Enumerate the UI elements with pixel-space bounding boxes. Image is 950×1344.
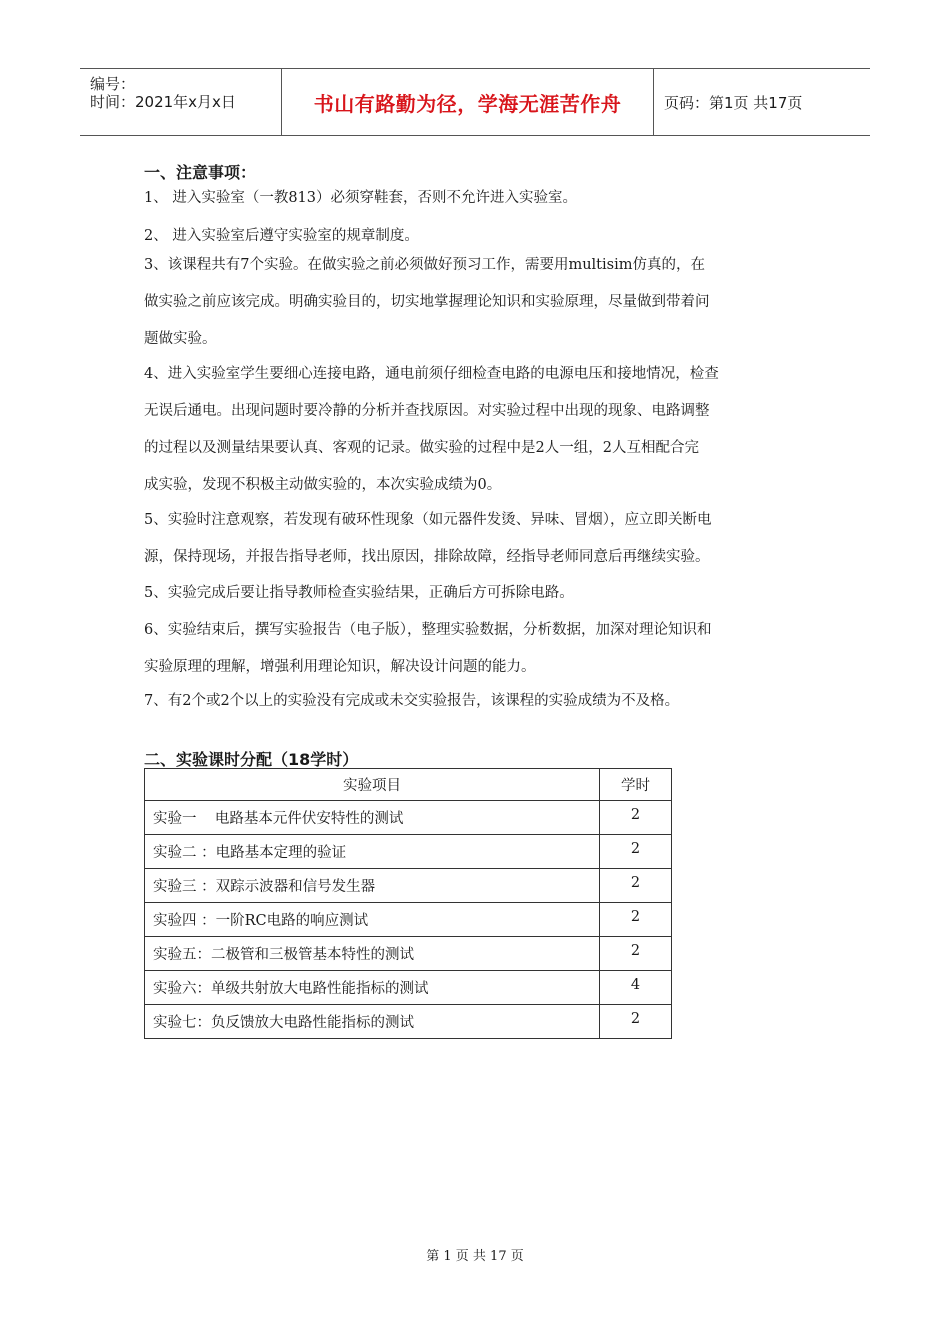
column-header-item: 实验项目 xyxy=(145,769,600,801)
note-line: 源，保持现场，并报告指导老师，找出原因，排除故障，经指导老师同意后再继续实验。 xyxy=(144,549,710,565)
section-notes-title: 一、注意事项： xyxy=(144,163,257,182)
experiment-hours-cell: 2 xyxy=(600,937,672,971)
note-line: 成实验，发现不积极主动做实验的，本次实验成绩为0。 xyxy=(144,477,502,493)
allocation-table xyxy=(144,768,672,1039)
section-allocation-title: 二、实验课时分配（18学时） xyxy=(144,750,359,769)
note-line: 3、该课程共有7个实验。在做实验之前必须做好预习工作，需要用multisim仿真的，在 xyxy=(144,257,705,273)
note-line: 无误后通电。出现问题时要冷静的分析并查找原因。对实验过程中出现的现象、电路调整 xyxy=(144,403,710,419)
note-line: 2、 进入实验室后遵守实验室的规章制度。 xyxy=(144,228,419,244)
header-page-info: 页码：第1页 共17页 xyxy=(664,93,803,112)
experiment-name-cell: 实验五：二极管和三极管基本特性的测试 xyxy=(145,937,600,971)
experiment-hours-cell: 2 xyxy=(600,835,672,869)
table-row xyxy=(145,869,672,903)
experiment-hours-cell: 2 xyxy=(600,1005,672,1039)
note-line: 6、实验结束后，撰写实验报告（电子版），整理实验数据，分析数据，加深对理论知识和 xyxy=(144,622,712,638)
time-label: 时间：2021年x月x日 xyxy=(90,93,236,111)
header-motto-cell xyxy=(282,69,654,135)
table-row xyxy=(145,937,672,971)
note-item xyxy=(144,180,814,217)
note-line: 题做实验。 xyxy=(144,331,217,347)
note-line: 4、进入实验室学生要细心连接电路，通电前须仔细检查电路的电源电压和接地情况，检查 xyxy=(144,366,719,382)
experiment-hours-cell: 2 xyxy=(600,869,672,903)
note-item xyxy=(144,683,814,720)
note-line: 5、实验完成后要让指导教师检查实验结果，正确后方可拆除电路。 xyxy=(144,585,574,601)
experiment-name-cell: 实验一 电路基本元件伏安特性的测试 xyxy=(145,801,600,835)
experiment-hours-cell: 2 xyxy=(600,801,672,835)
experiment-name-cell: 实验二 ：电路基本定理的验证 xyxy=(145,835,600,869)
table-row xyxy=(145,971,672,1005)
page-header xyxy=(80,68,870,136)
note-line: 的过程以及测量结果要认真、客观的记录。做实验的过程中是2人一组，2人互相配合完 xyxy=(144,440,699,456)
experiment-hours-cell: 4 xyxy=(600,971,672,1005)
experiment-name-cell: 实验六：单级共射放大电路性能指标的测试 xyxy=(145,971,600,1005)
table-row xyxy=(145,835,672,869)
note-line: 7、有2个或2个以上的实验没有完成或未交实验报告，该课程的实验成绩为不及格。 xyxy=(144,693,680,709)
header-left-cell xyxy=(80,69,282,135)
experiment-hours-cell: 2 xyxy=(600,903,672,937)
number-label: 编号： xyxy=(90,75,136,93)
note-line: 做实验之前应该完成。明确实验目的，切实地掌握理论知识和实验原理，尽量做到带着问 xyxy=(144,294,710,310)
note-item xyxy=(144,502,814,576)
note-item xyxy=(144,612,814,686)
note-item xyxy=(144,356,814,504)
motto-text: 书山有路勤为径，学海无涯苦作舟 xyxy=(313,91,622,116)
experiment-name-cell: 实验三 ：双踪示波器和信号发生器 xyxy=(145,869,600,903)
table-row xyxy=(145,1005,672,1039)
note-item xyxy=(144,247,814,358)
table-row xyxy=(145,903,672,937)
experiment-name-cell: 实验七：负反馈放大电路性能指标的测试 xyxy=(145,1005,600,1039)
page-footer: 第 1 页 共 17 页 xyxy=(426,1249,524,1264)
note-line: 1、 进入实验室（一教813）必须穿鞋套，否则不允许进入实验室。 xyxy=(144,190,578,206)
note-line: 5、实验时注意观察，若发现有破环性现象（如元器件发烫、异味、冒烟），应立即关断电 xyxy=(144,512,712,528)
experiment-name-cell: 实验四 ：一阶RC电路的响应测试 xyxy=(145,903,600,937)
column-header-hours: 学时 xyxy=(600,769,672,801)
table-row xyxy=(145,801,672,835)
note-line: 实验原理的理解，增强利用理论知识，解决设计问题的能力。 xyxy=(144,659,536,675)
note-item xyxy=(144,575,814,612)
table-header-row xyxy=(145,769,672,801)
allocation-table-body xyxy=(145,801,672,1039)
